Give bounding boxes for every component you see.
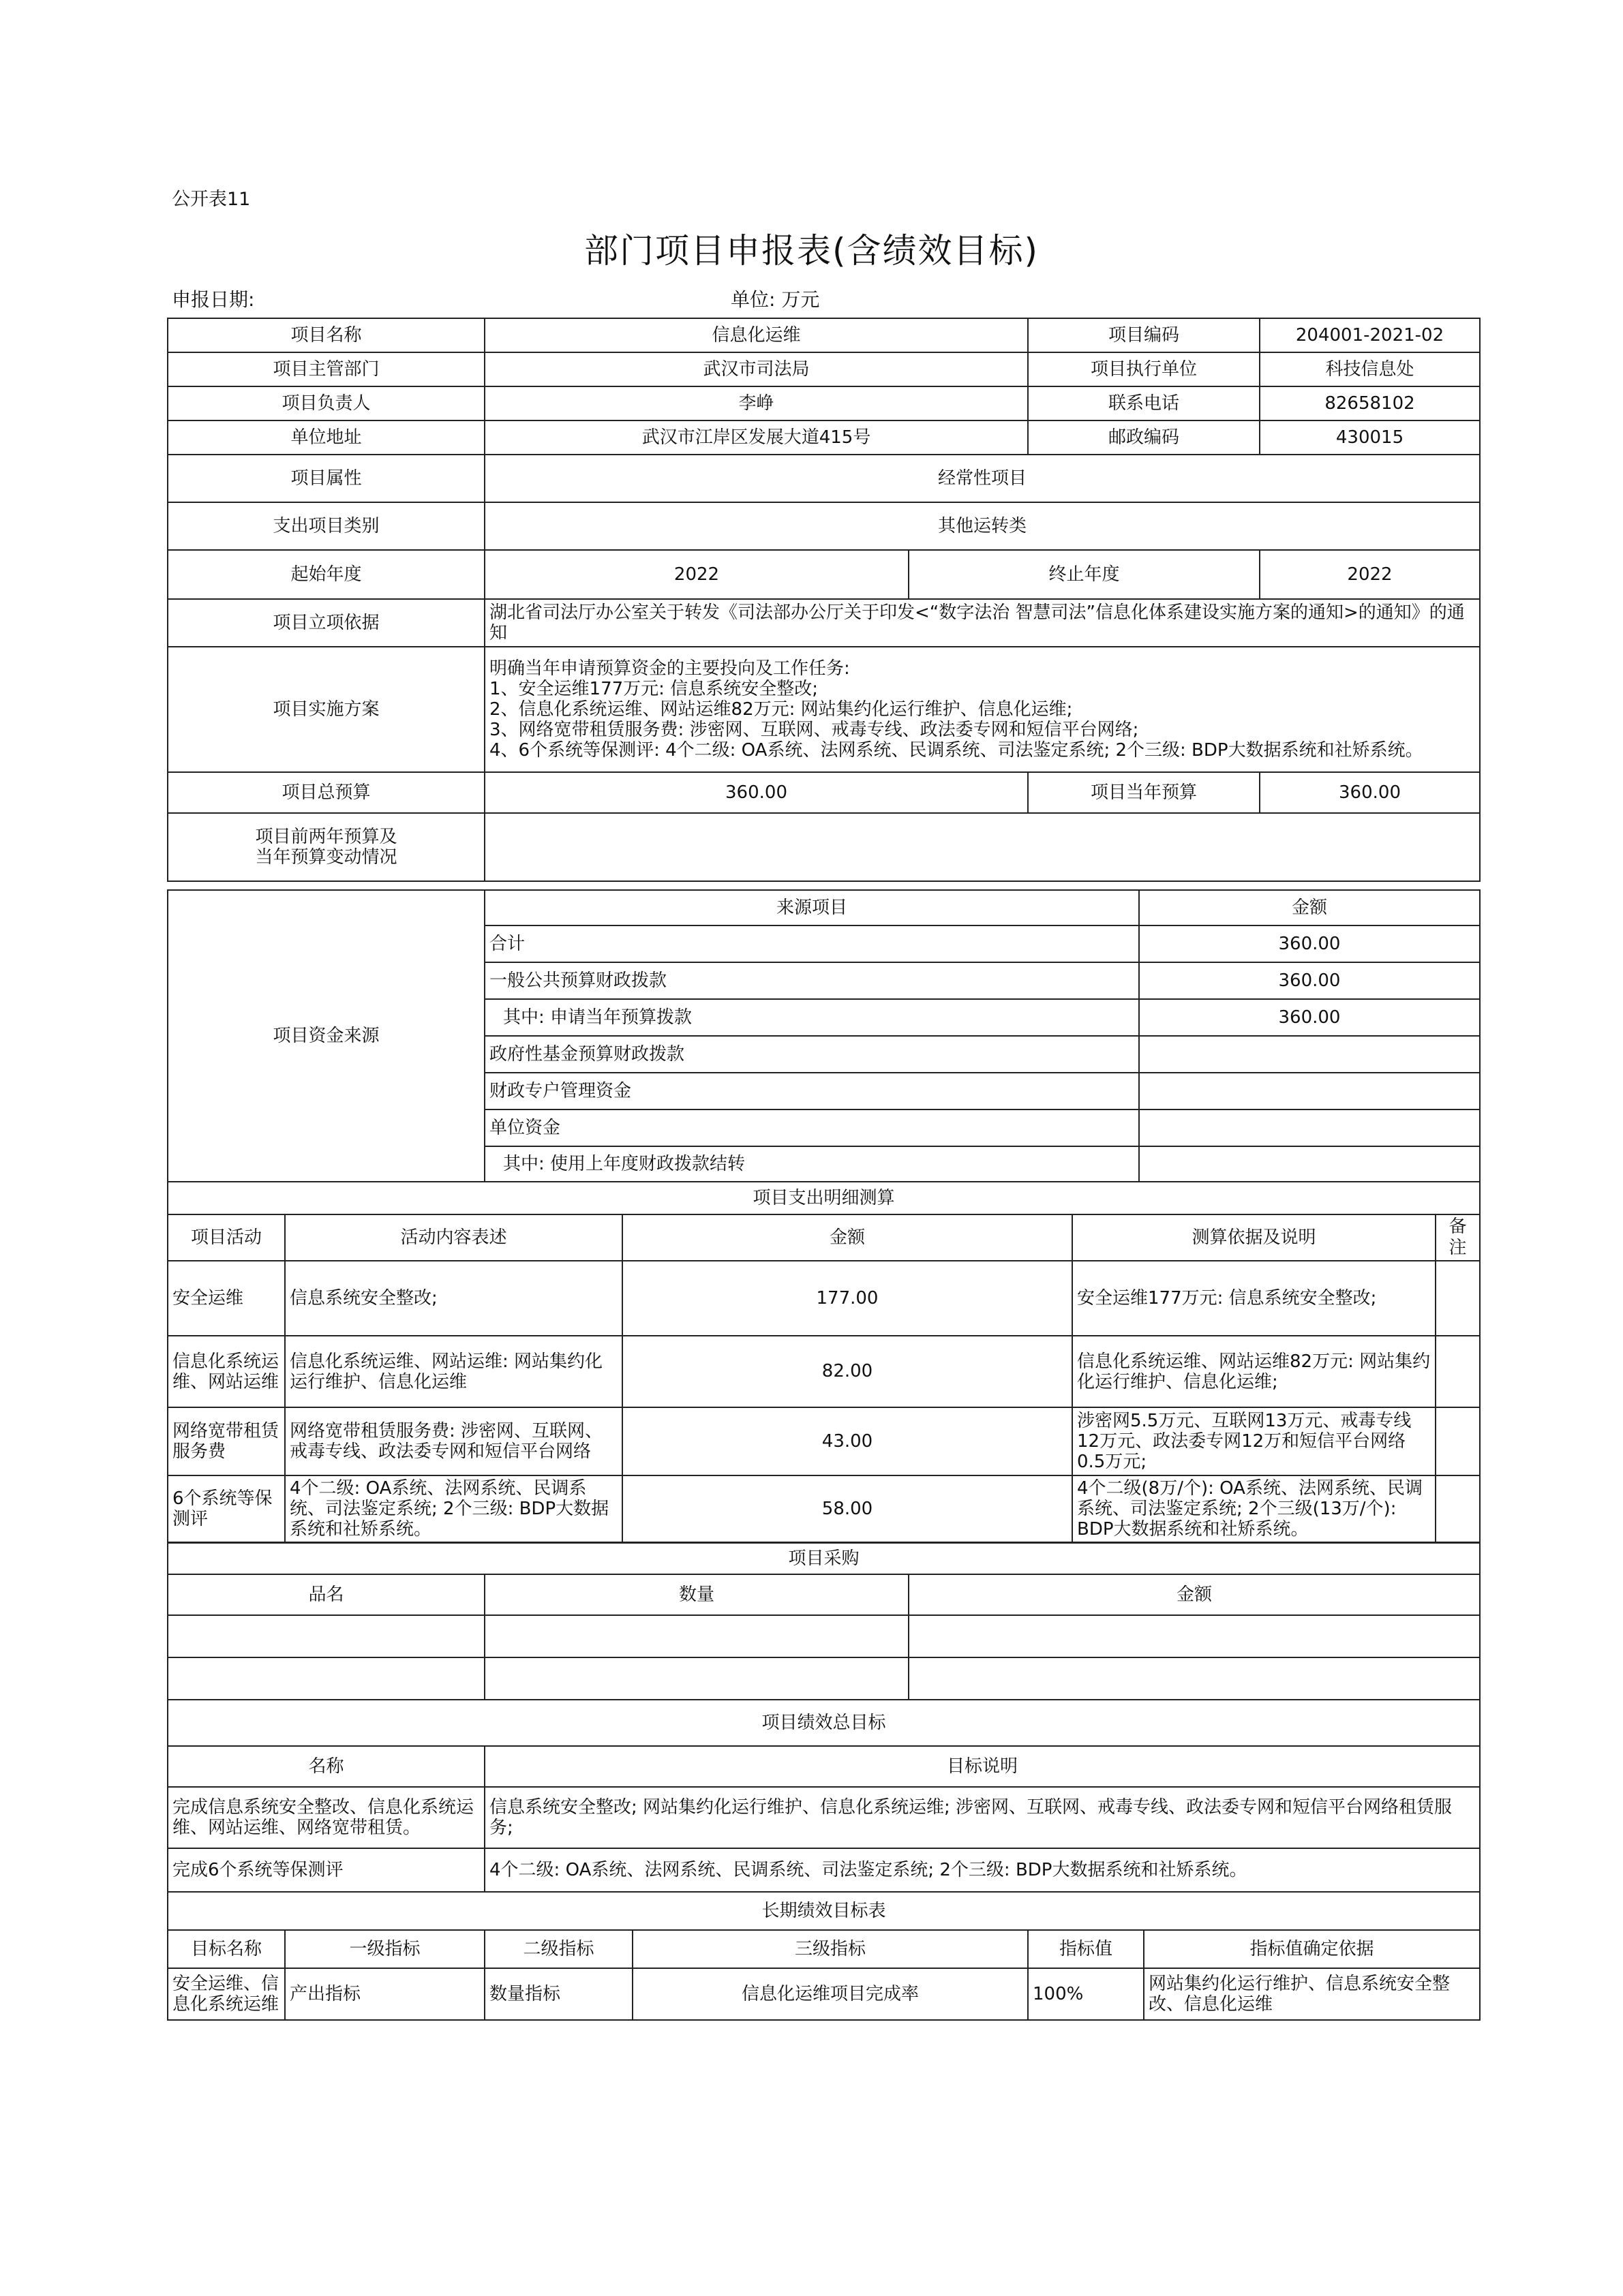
detail-note	[1436, 1407, 1480, 1475]
longterm-col-value: 指标值	[1028, 1930, 1144, 1968]
detail-amount: 43.00	[622, 1407, 1072, 1475]
plan-line: 4、6个系统等保测评: 4个二级: OA系统、法网系统、民调系统、司法鉴定系统; 2个三级: BDP大数据系统和社矫系统。	[489, 740, 1423, 761]
detail-col-amount: 金额	[622, 1214, 1072, 1261]
procurement-cell	[485, 1657, 909, 1700]
detail-activity: 信息化系统运维、网站运维	[168, 1336, 285, 1407]
longterm-col-l2: 二级指标	[485, 1930, 633, 1968]
funding-table	[167, 889, 1481, 1182]
address-value: 武汉市江岸区发展大道415号	[485, 420, 1028, 455]
project-name-value: 信息化运维	[485, 318, 1028, 352]
phone-value: 82658102	[1260, 386, 1480, 420]
project-code-label: 项目编码	[1028, 318, 1260, 352]
basic-info-table	[167, 318, 1481, 882]
detail-activity: 网络宽带租赁服务费	[168, 1407, 285, 1475]
basis-label: 项目立项依据	[168, 599, 485, 647]
performance-table	[167, 1699, 1481, 1893]
expense-detail-table	[167, 1181, 1481, 1261]
basis-value: 湖北省司法厅办公室关于转发《司法部办公厅关于印发<“数字法治 智慧司法”信息化体系建设实施方案的通知>的通知》的通知	[485, 599, 1480, 647]
prev-budget-label-line: 项目前两年预算及	[255, 827, 397, 847]
dept-label: 项目主管部门	[168, 352, 485, 386]
longterm-basis: 网站集约化运行维护、信息系统安全整改、信息化运维	[1144, 1968, 1480, 2020]
plan-value	[485, 647, 1480, 772]
longterm-l2: 数量指标	[485, 1968, 633, 2020]
longterm-table	[167, 1891, 1481, 2021]
longterm-col-goal: 目标名称	[168, 1930, 285, 1968]
performance-goal-desc: 信息系统安全整改; 网站集约化运行维护、信息化系统运维; 涉密网、互联网、戒毒专线、政法委专网和短信平台网络租赁服务;	[485, 1787, 1480, 1848]
prev-budget-label	[168, 813, 485, 881]
current-budget-value: 360.00	[1260, 772, 1480, 813]
address-label: 单位地址	[168, 420, 485, 455]
detail-basis: 4个二级(8万/个): OA系统、法网系统、民调系统、司法鉴定系统; 2个三级(13万/个): BDP大数据系统和社矫系统。	[1072, 1475, 1436, 1542]
procurement-cell	[168, 1657, 485, 1700]
detail-col-note: 备注	[1436, 1214, 1480, 1261]
longterm-value: 100%	[1028, 1968, 1144, 2020]
category-value: 其他运转类	[485, 502, 1480, 550]
funding-row-name: 其中: 使用上年度财政拨款结转	[485, 1146, 1139, 1182]
procurement-cell	[168, 1615, 485, 1657]
funding-row-name: 其中: 申请当年预算拨款	[485, 999, 1139, 1036]
total-budget-value: 360.00	[485, 772, 1028, 813]
detail-col-content: 活动内容表述	[285, 1214, 622, 1261]
procurement-cell	[909, 1615, 1480, 1657]
detail-basis: 信息化系统运维、网站运维82万元: 网站集约化运行维护、信息化运维;	[1072, 1336, 1436, 1407]
funding-col-source: 来源项目	[485, 890, 1139, 925]
longterm-l3: 信息化运维项目完成率	[633, 1968, 1028, 2020]
dept-value: 武汉市司法局	[485, 352, 1028, 386]
detail-content: 网络宽带租赁服务费: 涉密网、互联网、戒毒专线、政法委专网和短信平台网络	[285, 1407, 622, 1475]
performance-col-name: 名称	[168, 1746, 485, 1787]
funding-row-amount: 360.00	[1139, 962, 1480, 999]
project-code-value: 204001-2021-02	[1260, 318, 1480, 352]
attr-value: 经常性项目	[485, 455, 1480, 502]
detail-activity: 6个系统等保测评	[168, 1475, 285, 1542]
detail-basis: 安全运维177万元: 信息系统安全整改;	[1072, 1261, 1436, 1336]
plan-line: 3、网络宽带租赁服务费: 涉密网、互联网、戒毒专线、政法委专网和短信平台网络;	[489, 720, 1139, 740]
detail-content: 信息系统安全整改;	[285, 1261, 622, 1336]
total-budget-label: 项目总预算	[168, 772, 485, 813]
funding-col-amount: 金额	[1139, 890, 1480, 925]
detail-amount: 177.00	[622, 1261, 1072, 1336]
detail-amount: 82.00	[622, 1336, 1072, 1407]
performance-goal-name: 完成6个系统等保测评	[168, 1848, 485, 1892]
owner-value: 李峥	[485, 386, 1028, 420]
expense-detail-rows	[167, 1260, 1481, 1543]
owner-label: 项目负责人	[168, 386, 485, 420]
detail-basis: 涉密网5.5万元、互联网13万元、戒毒专线12万元、政法委专网12万和短信平台网络0.5万元;	[1072, 1407, 1436, 1475]
exec-unit-label: 项目执行单位	[1028, 352, 1260, 386]
funding-row-amount	[1139, 1109, 1480, 1146]
plan-label: 项目实施方案	[168, 647, 485, 772]
funding-row-amount: 360.00	[1139, 925, 1480, 962]
funding-row-amount	[1139, 1073, 1480, 1109]
funding-row-name: 政府性基金预算财政拨款	[485, 1036, 1139, 1073]
longterm-col-l1: 一级指标	[285, 1930, 485, 1968]
longterm-goal: 安全运维、信息化系统运维	[168, 1968, 285, 2020]
prev-budget-value	[485, 813, 1480, 881]
attr-label: 项目属性	[168, 455, 485, 502]
detail-content: 4个二级: OA系统、法网系统、民调系统、司法鉴定系统; 2个三级: BDP大数据系统和社矫系统。	[285, 1475, 622, 1542]
performance-col-desc: 目标说明	[485, 1746, 1480, 1787]
unit-label: 单位: 万元	[731, 288, 820, 311]
procurement-cell	[485, 1615, 909, 1657]
longterm-section-title: 长期绩效目标表	[168, 1892, 1480, 1930]
plan-line: 1、安全运维177万元: 信息系统安全整改;	[489, 679, 818, 699]
end-year-value: 2022	[1260, 550, 1480, 599]
detail-note	[1436, 1475, 1480, 1542]
procurement-cell	[909, 1657, 1480, 1700]
funding-row-amount: 360.00	[1139, 999, 1480, 1036]
prev-budget-label-line: 当年预算变动情况	[255, 847, 397, 868]
detail-amount: 58.00	[622, 1475, 1072, 1542]
funding-label: 项目资金来源	[168, 890, 485, 1182]
longterm-col-basis: 指标值确定依据	[1144, 1930, 1480, 1968]
performance-goal-name: 完成信息系统安全整改、信息化系统运维、网站运维、网络宽带租赁。	[168, 1787, 485, 1848]
page-title: 部门项目申报表(含绩效目标)	[583, 231, 1039, 271]
procurement-col-qty: 数量	[485, 1574, 909, 1615]
end-year-label: 终止年度	[909, 550, 1260, 599]
detail-activity: 安全运维	[168, 1261, 285, 1336]
procurement-table	[167, 1542, 1481, 1700]
procurement-col-amount: 金额	[909, 1574, 1480, 1615]
longterm-l1: 产出指标	[285, 1968, 485, 2020]
postcode-value: 430015	[1260, 420, 1480, 455]
category-label: 支出项目类别	[168, 502, 485, 550]
longterm-col-l3: 三级指标	[633, 1930, 1028, 1968]
funding-row-name: 合计	[485, 925, 1139, 962]
detail-note	[1436, 1336, 1480, 1407]
performance-section-title: 项目绩效总目标	[168, 1700, 1480, 1746]
start-year-label: 起始年度	[168, 550, 485, 599]
funding-row-amount	[1139, 1146, 1480, 1182]
postcode-label: 邮政编码	[1028, 420, 1260, 455]
declare-date-label: 申报日期:	[172, 288, 255, 311]
start-year-value: 2022	[485, 550, 909, 599]
detail-col-basis: 测算依据及说明	[1072, 1214, 1436, 1261]
plan-line: 明确当年申请预算资金的主要投向及工作任务:	[489, 658, 850, 679]
procurement-col-item: 品名	[168, 1574, 485, 1615]
project-name-label: 项目名称	[168, 318, 485, 352]
performance-goal-desc: 4个二级: OA系统、法网系统、民调系统、司法鉴定系统; 2个三级: BDP大数据系统和社矫系统。	[485, 1848, 1480, 1892]
current-budget-label: 项目当年预算	[1028, 772, 1260, 813]
form-code: 公开表11	[172, 189, 251, 210]
phone-label: 联系电话	[1028, 386, 1260, 420]
detail-content: 信息化系统运维、网站运维: 网站集约化运行维护、信息化运维	[285, 1336, 622, 1407]
funding-row-name: 财政专户管理资金	[485, 1073, 1139, 1109]
detail-note	[1436, 1261, 1480, 1336]
funding-row-name: 单位资金	[485, 1109, 1139, 1146]
funding-row-amount	[1139, 1036, 1480, 1073]
funding-row-name: 一般公共预算财政拨款	[485, 962, 1139, 999]
procurement-section-title: 项目采购	[168, 1543, 1480, 1574]
detail-col-activity: 项目活动	[168, 1214, 285, 1261]
plan-line: 2、信息化系统运维、网站运维82万元: 网站集约化运行维护、信息化运维;	[489, 699, 1073, 720]
detail-section-title: 项目支出明细测算	[168, 1182, 1480, 1214]
exec-unit-value: 科技信息处	[1260, 352, 1480, 386]
